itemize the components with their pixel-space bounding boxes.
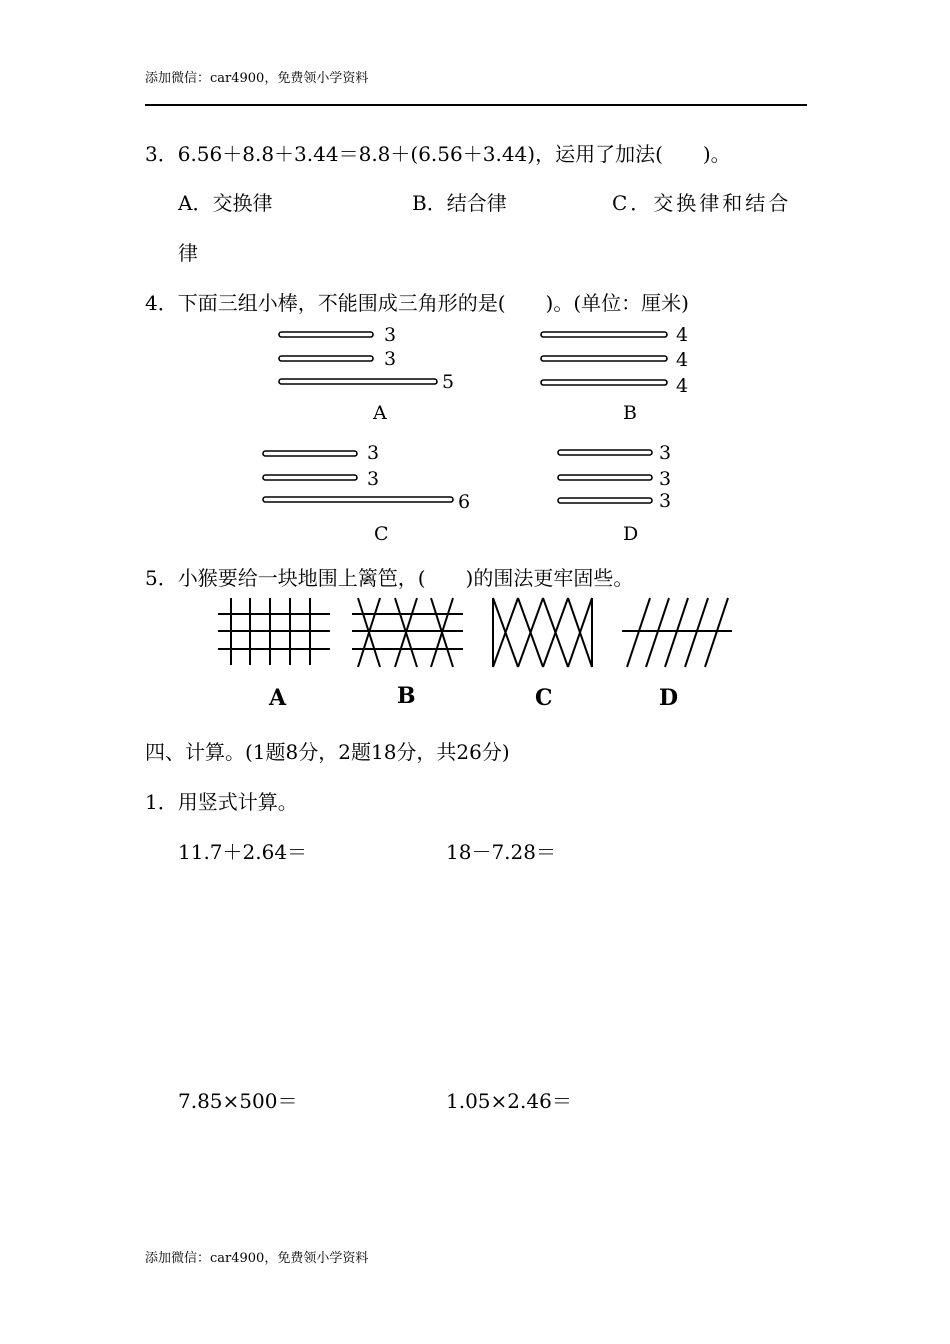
section4-sub1: 1．用竖式计算。	[145, 790, 298, 814]
group-b-label: B	[623, 402, 637, 424]
stick-d-1-length: 3	[659, 442, 672, 464]
section4-title: 四、计算。(1题8分，2题18分，共26分)	[145, 740, 510, 764]
calc-expr-2: 18－7.28＝	[446, 840, 556, 864]
q3-option-c-continued: 律	[178, 241, 198, 265]
group-c-label: C	[374, 523, 389, 545]
stick-b-3-length: 4	[676, 375, 689, 397]
stick-a-1-length: 3	[384, 324, 397, 346]
calc-expr-1: 11.7＋2.64＝	[178, 840, 308, 864]
q3-stem: 3．6.56＋8.8＋3.44＝8.8＋(6.56＋3.44)，运用了加法( )。	[145, 142, 731, 166]
stick-d-3-length: 3	[659, 490, 672, 512]
fence-a-label: A	[269, 685, 287, 711]
group-a-label: A	[373, 402, 387, 424]
stick-b-1-length: 4	[676, 324, 689, 346]
calc-expr-4: 1.05×2.46＝	[446, 1089, 572, 1113]
q3-option-c: C．交换律和结合	[612, 191, 792, 215]
stick-a-3-length: 5	[442, 371, 455, 393]
stick-d-2-length: 3	[659, 468, 672, 490]
stick-c-1-length: 3	[367, 442, 380, 464]
q4-stem: 4．下面三组小棒，不能围成三角形的是( )。(单位：厘米)	[145, 291, 689, 315]
stick-c-2-length: 3	[367, 468, 380, 490]
page-footer: 添加微信：car4900，免费领小学资料	[145, 1251, 369, 1266]
q3-option-a: A．交换律	[178, 191, 273, 215]
stick-a-2-length: 3	[384, 348, 397, 370]
fence-c-label: C	[535, 685, 553, 711]
page-header: 添加微信：car4900，免费领小学资料	[145, 71, 369, 86]
fence-d	[622, 598, 732, 667]
calc-expr-3: 7.85×500＝	[178, 1089, 298, 1113]
stick-b-2-length: 4	[676, 349, 689, 371]
fence-b-label: B	[397, 683, 416, 709]
group-d-label: D	[623, 523, 639, 545]
stick-c-3-length: 6	[458, 491, 471, 513]
q5-stem: 5．小猴要给一块地围上篱笆，( )的围法更牢固些。	[145, 566, 634, 590]
fence-b	[352, 598, 463, 667]
fence-a	[218, 598, 330, 665]
q3-option-b: B．结合律	[412, 191, 507, 215]
fence-d-label: D	[659, 685, 679, 711]
fence-c	[493, 598, 592, 667]
